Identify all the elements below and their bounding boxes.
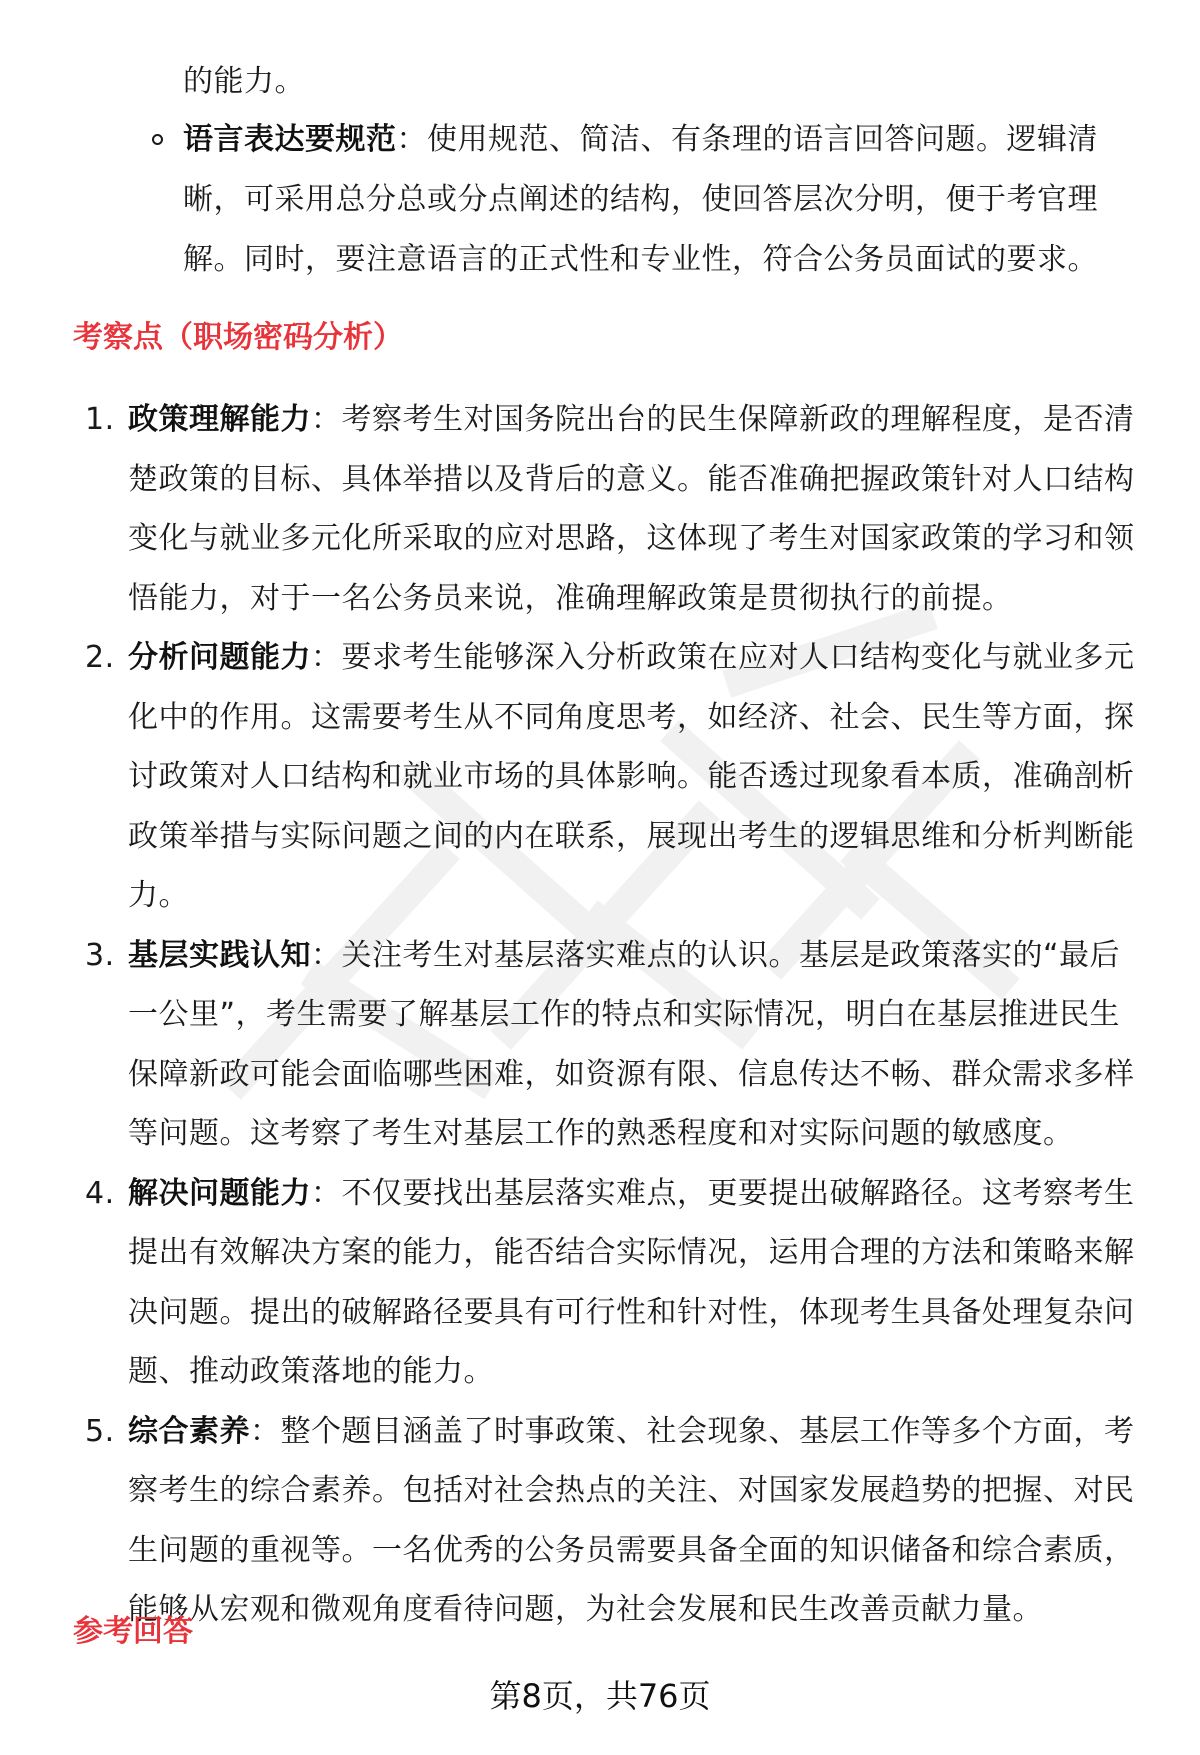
list-item-number: 4. <box>85 1175 115 1211</box>
list-item-number: 1. <box>85 402 115 437</box>
list-item-title: 基层实践认知 <box>128 937 311 973</box>
bullet-text: 使用规范、简洁、有条理的语言回答问题。逻辑清晰，可采用总分总或分点阐述的结构，使回答层次分明，便于考官理解。同时，要注意语言的正式性和专业性，符合公务员面试的要求。 <box>183 122 1098 277</box>
list-item <box>80 1164 1150 1402</box>
list-item <box>80 628 1150 926</box>
continuation-text: 的能力。 <box>183 64 305 99</box>
list-item-body <box>128 1164 1148 1402</box>
bullet-circle-icon <box>152 134 163 145</box>
list-item-title: 综合素养 <box>128 1413 250 1449</box>
list-item-colon: ： <box>311 937 342 973</box>
list-item-title: 政策理解能力 <box>128 402 311 437</box>
list-item-number: 2. <box>85 640 115 675</box>
bullet-title: 语言表达要规范 <box>183 122 397 157</box>
section-heading-reference-answer: 参考回答 <box>73 1614 193 1649</box>
list-item <box>80 1402 1150 1640</box>
list-item <box>80 390 1150 628</box>
list-item-text: 要求考生能够深入分析政策在应对人口结构变化与就业多元化中的作用。这需要考生从不同角度思考，如经济、社会、民生等方面，探讨政策对人口结构和就业市场的具体影响。能否透过现象看本质，准确剖析政策举措与实际问题之间的内在联系，展现出考生的逻辑思维和分析判断能力。 <box>128 640 1135 913</box>
list-item-title: 解决问题能力 <box>128 1175 311 1211</box>
list-item-text: 整个题目涵盖了时事政策、社会现象、基层工作等多个方面，考察考生的综合素养。包括对社会热点的关注、对国家发展趋势的把握、对民生问题的重视等。一名优秀的公务员需要具备全面的知识储备和综合素质，能够从宏观和微观角度看待问题，为社会发展和民生改善贡献力量。 <box>128 1413 1135 1627</box>
bullet-body <box>183 110 1143 290</box>
list-item-colon: ： <box>250 1413 281 1449</box>
list-item-body <box>128 926 1148 1164</box>
list-item-text: 考察考生对国务院出台的民生保障新政的理解程度，是否清楚政策的目标、具体举措以及背后的意义。能否准确把握政策针对人口结构变化与就业多元化所采取的应对思路，这体现了考生对国家政策的学习和领悟能力，对于一名公务员来说，准确理解政策是贯彻执行的前提。 <box>128 402 1135 616</box>
list-item-body <box>128 628 1148 926</box>
list-item-text: 不仅要找出基层落实难点，更要提出破解路径。这考察考生提出有效解决方案的能力，能否结合实际情况，运用合理的方法和策略来解决问题。提出的破解路径要具有可行性和针对性，体现考生具备处理复杂问题、推动政策落地的能力。 <box>128 1175 1135 1389</box>
list-item-colon: ： <box>311 1175 342 1211</box>
list-item-body <box>128 1402 1148 1640</box>
list-item-title: 分析问题能力 <box>128 640 311 675</box>
page-number-footer: 第8页，共76页 <box>489 1677 711 1715</box>
examination-points-list <box>80 390 1150 1640</box>
list-item-number: 5. <box>85 1413 115 1449</box>
list-item <box>80 926 1150 1164</box>
list-item-number: 3. <box>85 937 115 973</box>
section-heading-examination-points: 考察点（职场密码分析） <box>73 320 403 355</box>
list-item-colon: ： <box>311 402 342 437</box>
bullet-colon: ： <box>396 122 427 157</box>
list-item-text: 关注考生对基层落实难点的认识。基层是政策落实的“最后一公里”，考生需要了解基层工作的特点和实际情况，明白在基层推进民生保障新政可能会面临哪些困难，如资源有限、信息传达不畅、群众需求多样等问题。这考察了考生对基层工作的熟悉程度和对实际问题的敏感度。 <box>128 937 1135 1151</box>
list-item-colon: ： <box>311 640 342 675</box>
list-item-body <box>128 390 1148 628</box>
